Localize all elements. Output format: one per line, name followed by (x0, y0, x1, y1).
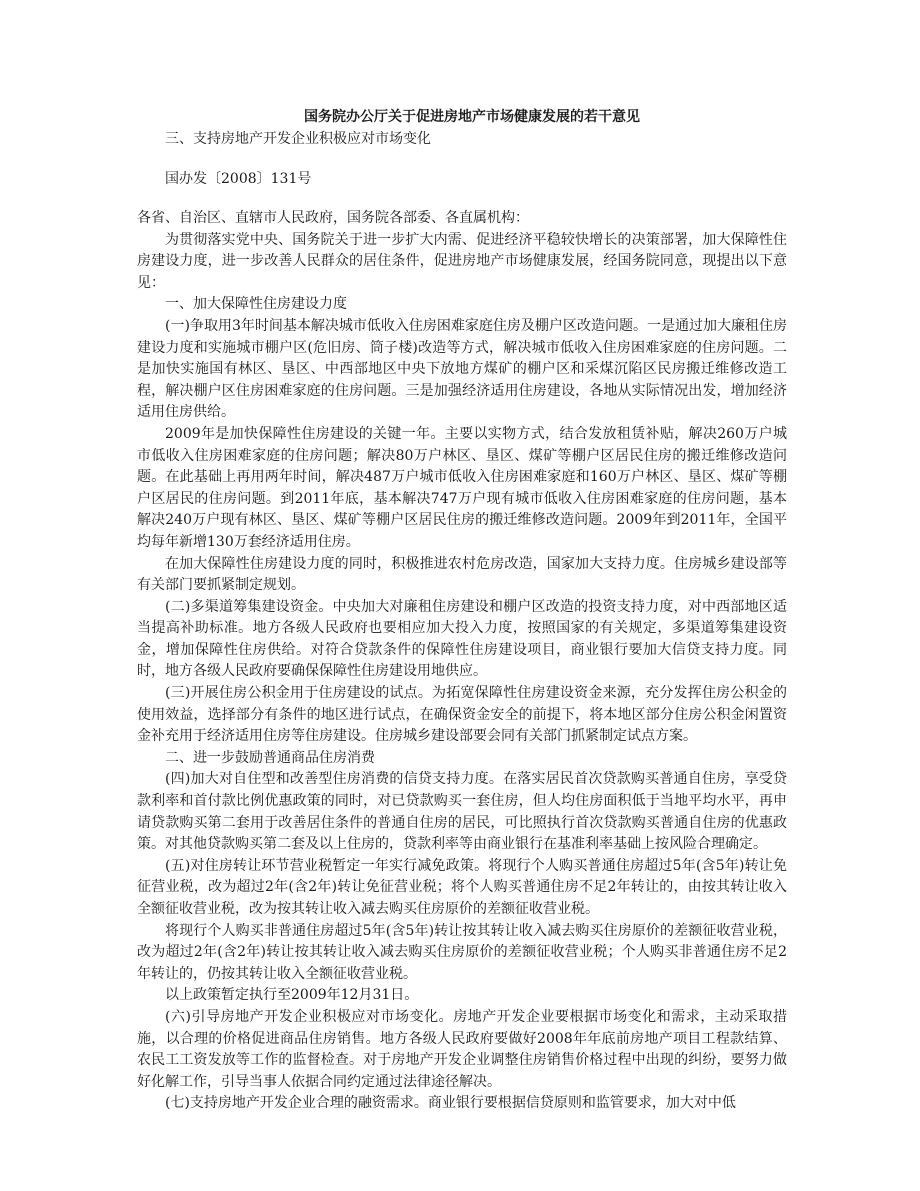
body-paragraph: 将现行个人购买非普通住房超过5年(含5年)转让按其转让收入减去购买住房原价的差额征收营业税，改为超过2年(含2年)转让按其转让收入减去购买住房原价的差额征收营业税；个人购买非普通住房不足2年转让的，仍按其转让收入全额征收营业税。 (137, 922, 787, 982)
body-paragraph: 在加大保障性住房建设力度的同时，积极推进农村危房改造，国家加大支持力度。住房城乡建设部等有关部门要抓紧制定规划。 (137, 555, 787, 594)
body-paragraph: (三)开展住房公积金用于住房建设的试点。为拓宽保障性住房建设资金来源，充分发挥住房公积金的使用效益，选择部分有条件的地区进行试点，在确保资金安全的前提下，将本地区部分住房公积金闲置资金补充用于经济适用住房等住房建设。住房城乡建设部要会同有关部门抓紧制定试点方案。 (137, 685, 787, 745)
preamble-paragraph: 为贯彻落实党中央、国务院关于进一步扩大内需、促进经济平稳较快增长的决策部署，加大保障性住房建设力度，进一步改善人民群众的居住条件，促进房地产市场健康发展，经国务院同意，现提出以下意见： (137, 231, 787, 291)
body-paragraph: (六)引导房地产开发企业积极应对市场变化。房地产开发企业要根据市场变化和需求，主动采取措施，以合理的价格促进商品住房销售。地方各级人民政府要做好2008年年底前房地产项目工程款结算、农民工工资发放等工作的监督检查。对于房地产开发企业调整住房销售价格过程中出现的纠纷，要努力做好化解工作，引导当事人依据合同约定通过法律途径解决。 (137, 1008, 787, 1090)
document-title: 国务院办公厅关于促进房地产市场健康发展的若干意见 (304, 109, 640, 125)
section-subtitle: 三、支持房地产开发企业积极应对市场变化 (165, 131, 431, 147)
body-paragraph: 以上政策暂定执行至2009年12月31日。 (165, 987, 419, 1004)
document-number: 国办发〔2008〕131号 (165, 171, 312, 187)
body-paragraph: (七)支持房地产开发企业合理的融资需求。商业银行要根据信贷原则和监管要求，加大对中低 (165, 1095, 736, 1112)
addressee-line: 各省、自治区、直辖市人民政府，国务院各部委、各直属机构： (137, 210, 529, 226)
body-paragraph: (五)对住房转让环节营业税暂定一年实行减免政策。将现行个人购买普通住房超过5年(含5年)转让免征营业税，改为超过2年(含2年)转让免征营业税；将个人购买普通住房不足2年转让的，由按其转让收入全额征收营业税，改为按其转让收入减去购买住房原价的差额征收营业税。 (137, 857, 787, 917)
section-heading-1: 一、加大保障性住房建设力度 (165, 296, 347, 313)
body-paragraph: (二)多渠道筹集建设资金。中央加大对廉租住房建设和棚户区改造的投资支持力度，对中西部地区适当提高补助标准。地方各级人民政府也要相应加大投入力度，按照国家的有关规定，多渠道筹集建设资金，增加保障性住房供给。对符合贷款条件的保障性住房建设项目，商业银行要加大信贷支持力度。同时，地方各级人民政府要确保保障性住房建设用地供应。 (137, 598, 787, 680)
body-paragraph: (一)争取用3年时间基本解决城市低收入住房困难家庭住房及棚户区改造问题。一是通过加大廉租住房建设力度和实施城市棚户区(危旧房、筒子楼)改造等方式，解决城市低收入住房困难家庭的住房问题。二是加快实施国有林区、垦区、中西部地区中央下放地方煤矿的棚户区和采煤沉陷区民房搬迁维修改造工程，解决棚户区住房困难家庭的住房问题。三是加强经济适用住房建设，各地从实际情况出发，增加经济适用住房供给。 (137, 317, 787, 421)
section-heading-2: 二、进一步鼓励普通商品住房消费 (165, 749, 375, 766)
body-paragraph: 2009年是加快保障性住房建设的关键一年。主要以实物方式，结合发放租赁补贴，解决260万户城市低收入住房困难家庭的住房问题；解决80万户林区、垦区、煤矿等棚户区居民住房的搬迁维修改造问题。在此基础上再用两年时间，解决487万户城市低收入住房困难家庭和160万户林区、垦区、煤矿等棚户区居民的住房问题。到2011年底，基本解决747万户现有城市低收入住房困难家庭的住房问题，基本解决240万户现有林区、垦区、煤矿等棚户区居民住房的搬迁维修改造问题。2009年到2011年，全国平均每年新增130万套经济适用住房。 (137, 425, 787, 550)
document-page (137, 106, 787, 1115)
body-paragraph: (四)加大对自住型和改善型住房消费的信贷支持力度。在落实居民首次贷款购买普通自住房，享受贷款利率和首付款比例优惠政策的同时，对已贷款购买一套住房，但人均住房面积低于当地平均水平，再申请贷款购买第二套用于改善居住条件的普通自住房的居民，可比照执行首次贷款购买普通自住房的优惠政策。对其他贷款购买第二套及以上住房的，贷款利率等由商业银行在基准利率基础上按风险合理确定。 (137, 771, 787, 853)
